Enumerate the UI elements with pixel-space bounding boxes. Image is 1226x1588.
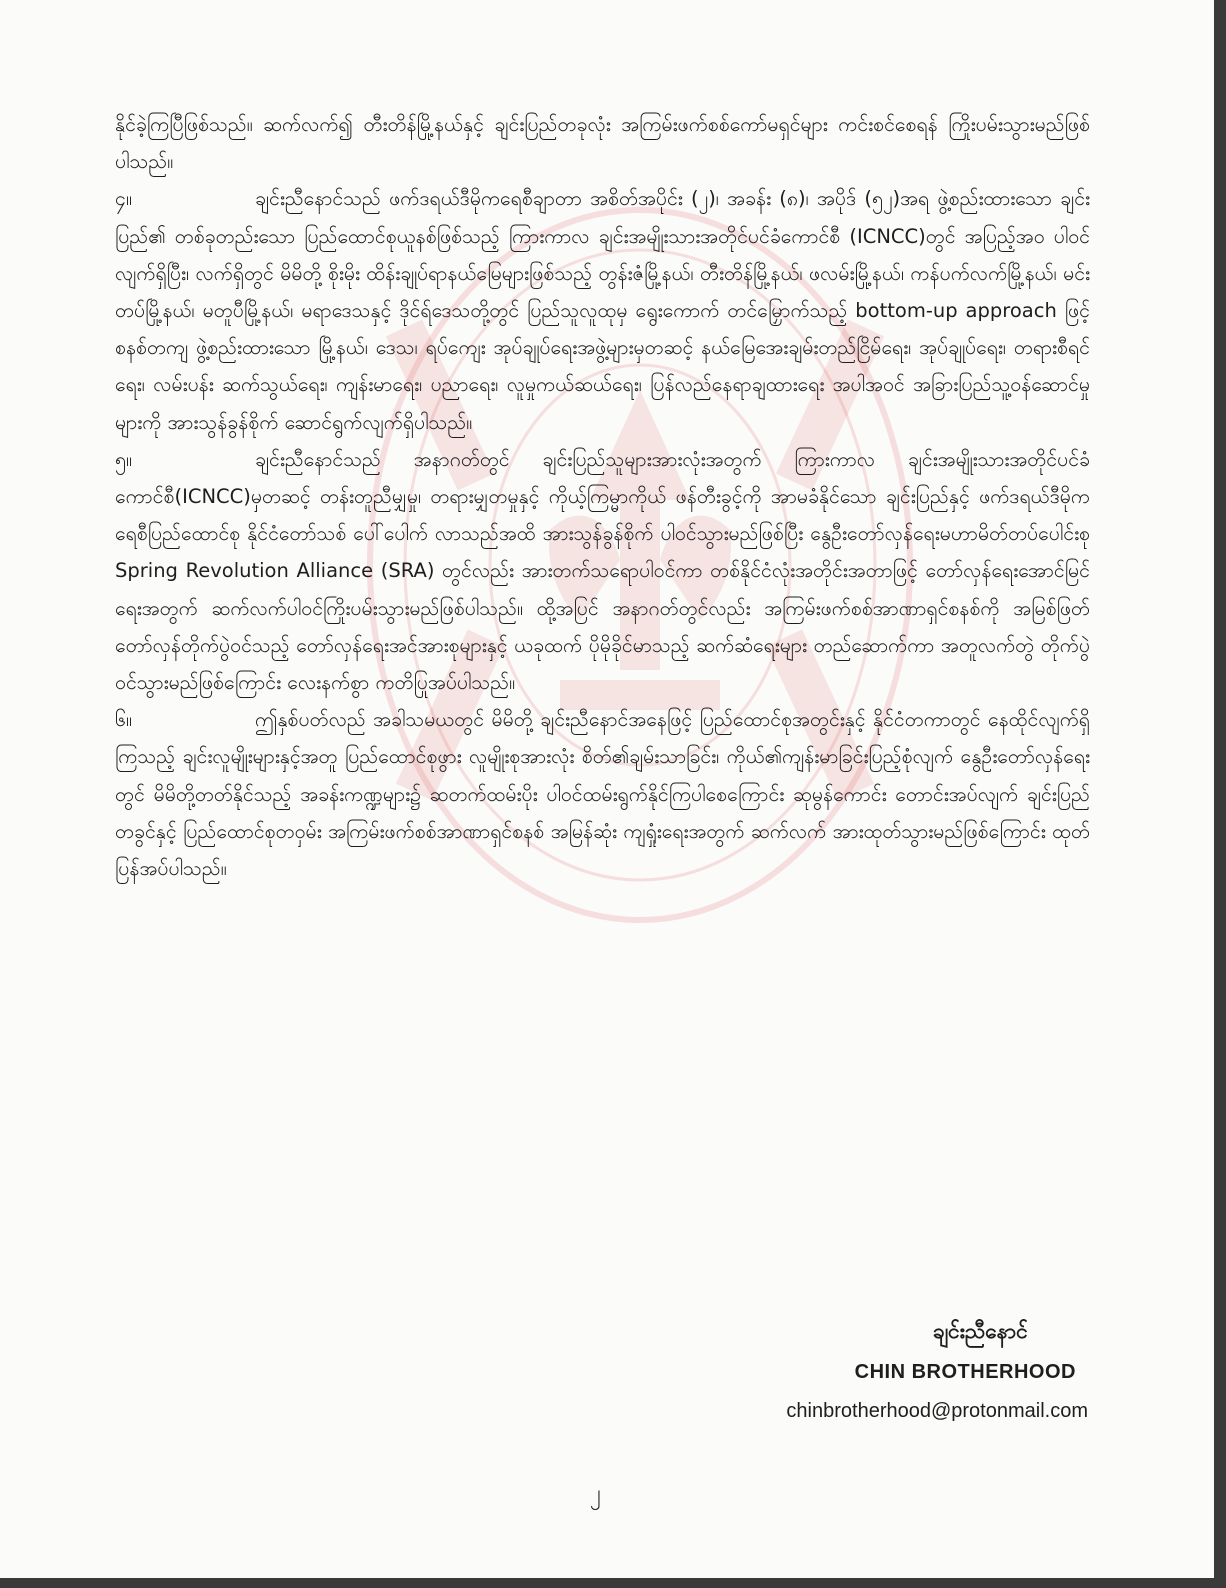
paragraph-number: ၆။: [115, 708, 132, 732]
paragraph-text: ချင်းညီနောင်သည် အနာဂတ်တွင် ချင်းပြည်သူများအားလုံးအတွက် ကြားကာလ ချင်းအမျိုးသားအတိုင်ပင်ခံကောင်စီ(ICNCC)မှတဆင့် တန်းတူညီမျှမှု၊ တရားမျှတမှုနှင့် ကိုယ့်ကြမ္မာကိုယ် ဖန်တီးခွင့်ကို အာမခံနိုင်သော ချင်းပြည်နှင့် ဖက်ဒရယ်ဒီမိုကရေစီပြည်ထောင်စု နိုင်ငံတော်သစ် ပေါ်ပေါက် လာသည်အထိ အားသွန်ခွန်စိုက် ပါဝင်သွားမည်ဖြစ်ပြီး နွေဦးတော်လှန်ရေးမဟာမိတ်တပ်ပေါင်းစု Spring Revolution Alliance (SRA) တွင်လည်း အားတက်သရောပါဝင်ကာ တစ်နိုင်ငံလုံးအတိုင်းအတာဖြင့် တော်လှန်ရေးအောင်မြင်ရေးအတွက် ဆက်လက်ပါဝင်ကြိုးပမ်းသွားမည်ဖြစ်ပါသည်။ ထို့အပြင် အနာဂတ်တွင်လည်း အကြမ်းဖက်စစ်အာဏာရှင်စနစ်ကို အမြစ်ဖြတ် တော်လှန်တိုက်ပွဲဝင်သည့် တော်လှန်ရေးအင်အားစုများနှင့် ယခုထက် ပိုမိုခိုင်မာသည့် ဆက်ဆံရေးများ တည်ဆောက်ကာ အတူလက်တွဲ တိုက်ပွဲဝင်သွားမည်ဖြစ်ကြောင်း လေးနက်စွာ ကတိပြုအပ်ပါသည်။: [115, 447, 1090, 695]
page-number: ၂: [590, 1481, 601, 1506]
paragraph-text: ချင်းညီနောင်သည် ဖက်ဒရယ်ဒီမိုကရေစီချာတာ အစိတ်အပိုင်း (၂)၊ အခန်း (၈)၊ အပိုဒ် (၅၂)အရ ဖွဲ့စည်းထားသော ချင်းပြည်၏ တစ်ခုတည်းသော ပြည်ထောင်စုယူနစ်ဖြစ်သည့် ကြားကာလ ချင်းအမျိုးသားအတိုင်ပင်ခံကောင်စီ (ICNCC)တွင် အပြည့်အဝ ပါဝင်လျက်ရှိပြီး၊ လက်ရှိတွင် မိမိတို့ စိုးမိုး ထိန်းချုပ်ရာနယ်မြေများဖြစ်သည့် တွန်းဇံမြို့နယ်၊ တီးတိန်မြို့နယ်၊ ဖလမ်းမြို့နယ်၊ ကန်ပက်လက်မြို့နယ်၊ မင်းတပ်မြို့နယ်၊ မတူပီမြို့နယ်၊ မရာဒေသနှင့် ဒိုင်ရ်ဒေသတို့တွင် ပြည်သူလူထုမှ ရွေးကောက် တင်မြှောက်သည့် bottom-up approach ဖြင့် စနစ်တကျ ဖွဲ့စည်းထားသော မြို့နယ်၊ ဒေသ၊ ရပ်ကျေး အုပ်ချုပ်ရေးအဖွဲ့များမှတဆင့် နယ်မြေအေးချမ်းတည်ငြိမ်ရေး၊ အုပ်ချုပ်ရေး၊ တရားစီရင်ရေး၊ လမ်းပန်း ဆက်သွယ်ရေး၊ ကျန်းမာရေး၊ ပညာရေး၊ လူမှုကယ်ဆယ်ရေး၊ ပြန်လည်နေရာချထားရေး အပါအဝင် အခြားပြည်သူ့ဝန်ဆောင်မှုများကို အားသွန်ခွန်စိုက် ဆောင်ရွက်လျက်ရှိပါသည်။: [115, 187, 1090, 434]
paragraph-4: [115, 180, 1090, 440]
paragraph-text: ဤနှစ်ပတ်လည် အခါသမယတွင် မိမိတို့ ချင်းညီနောင်အနေဖြင့် ပြည်ထောင်စုအတွင်းနှင့် နိုင်ငံတကာတွင် နေထိုင်လျက်ရှိကြသည့် ချင်းလူမျိုးများနှင့်အတူ ပြည်ထောင်စုဖွား လူမျိုးစုအားလုံး စိတ်၏ချမ်းသာခြင်း၊ ကိုယ်၏ကျန်းမာခြင်းပြည့်စုံလျက် နွေဦးတော်လှန်ရေးတွင် မိမိတို့တတ်နိုင်သည့် အခန်းကဏ္ဍများ၌ ဆတက်ထမ်းပိုး ပါဝင်ထမ်းရွက်နိုင်ကြပါစေကြောင်း ဆုမွန်ကောင်း တောင်းအပ်လျက် ချင်းပြည်တခွင်နှင့် ပြည်ထောင်စုတဝှမ်း အကြမ်းဖက်စစ်အာဏာရှင်စနစ် အမြန်ဆုံး ကျရှုံးရေးအတွက် ဆက်လက် အားထုတ်သွားမည်ဖြစ်ကြောင်း ထုတ်ပြန်အပ်ပါသည်။: [115, 708, 1090, 881]
paragraph-6: [115, 701, 1090, 887]
contact-email: chinbrotherhood@protonmail.com: [786, 1400, 1088, 1422]
paragraph-5: [115, 441, 1090, 701]
paragraph-number: ၄။: [115, 187, 132, 211]
signature-name-burmese: ချင်းညီနောင်: [932, 1319, 1028, 1343]
signature-name-english: CHIN BROTHERHOOD: [854, 1361, 1076, 1383]
signature-block: [825, 1318, 1076, 1384]
paragraph-3-continued: [115, 106, 1090, 180]
paragraph-text: နိုင်ခဲ့ကြပြီဖြစ်သည်။ ဆက်လက်၍ တီးတိန်မြို့နယ်နှင့် ချင်းပြည်တခုလုံး အကြမ်းဖက်စစ်ကော်မရှင်များ ကင်းစင်စေရန် ကြိုးပမ်းသွားမည်ဖြစ်ပါသည်။: [115, 113, 1090, 174]
paragraph-number: ၅။: [115, 447, 132, 471]
letter-body: [115, 106, 1090, 887]
